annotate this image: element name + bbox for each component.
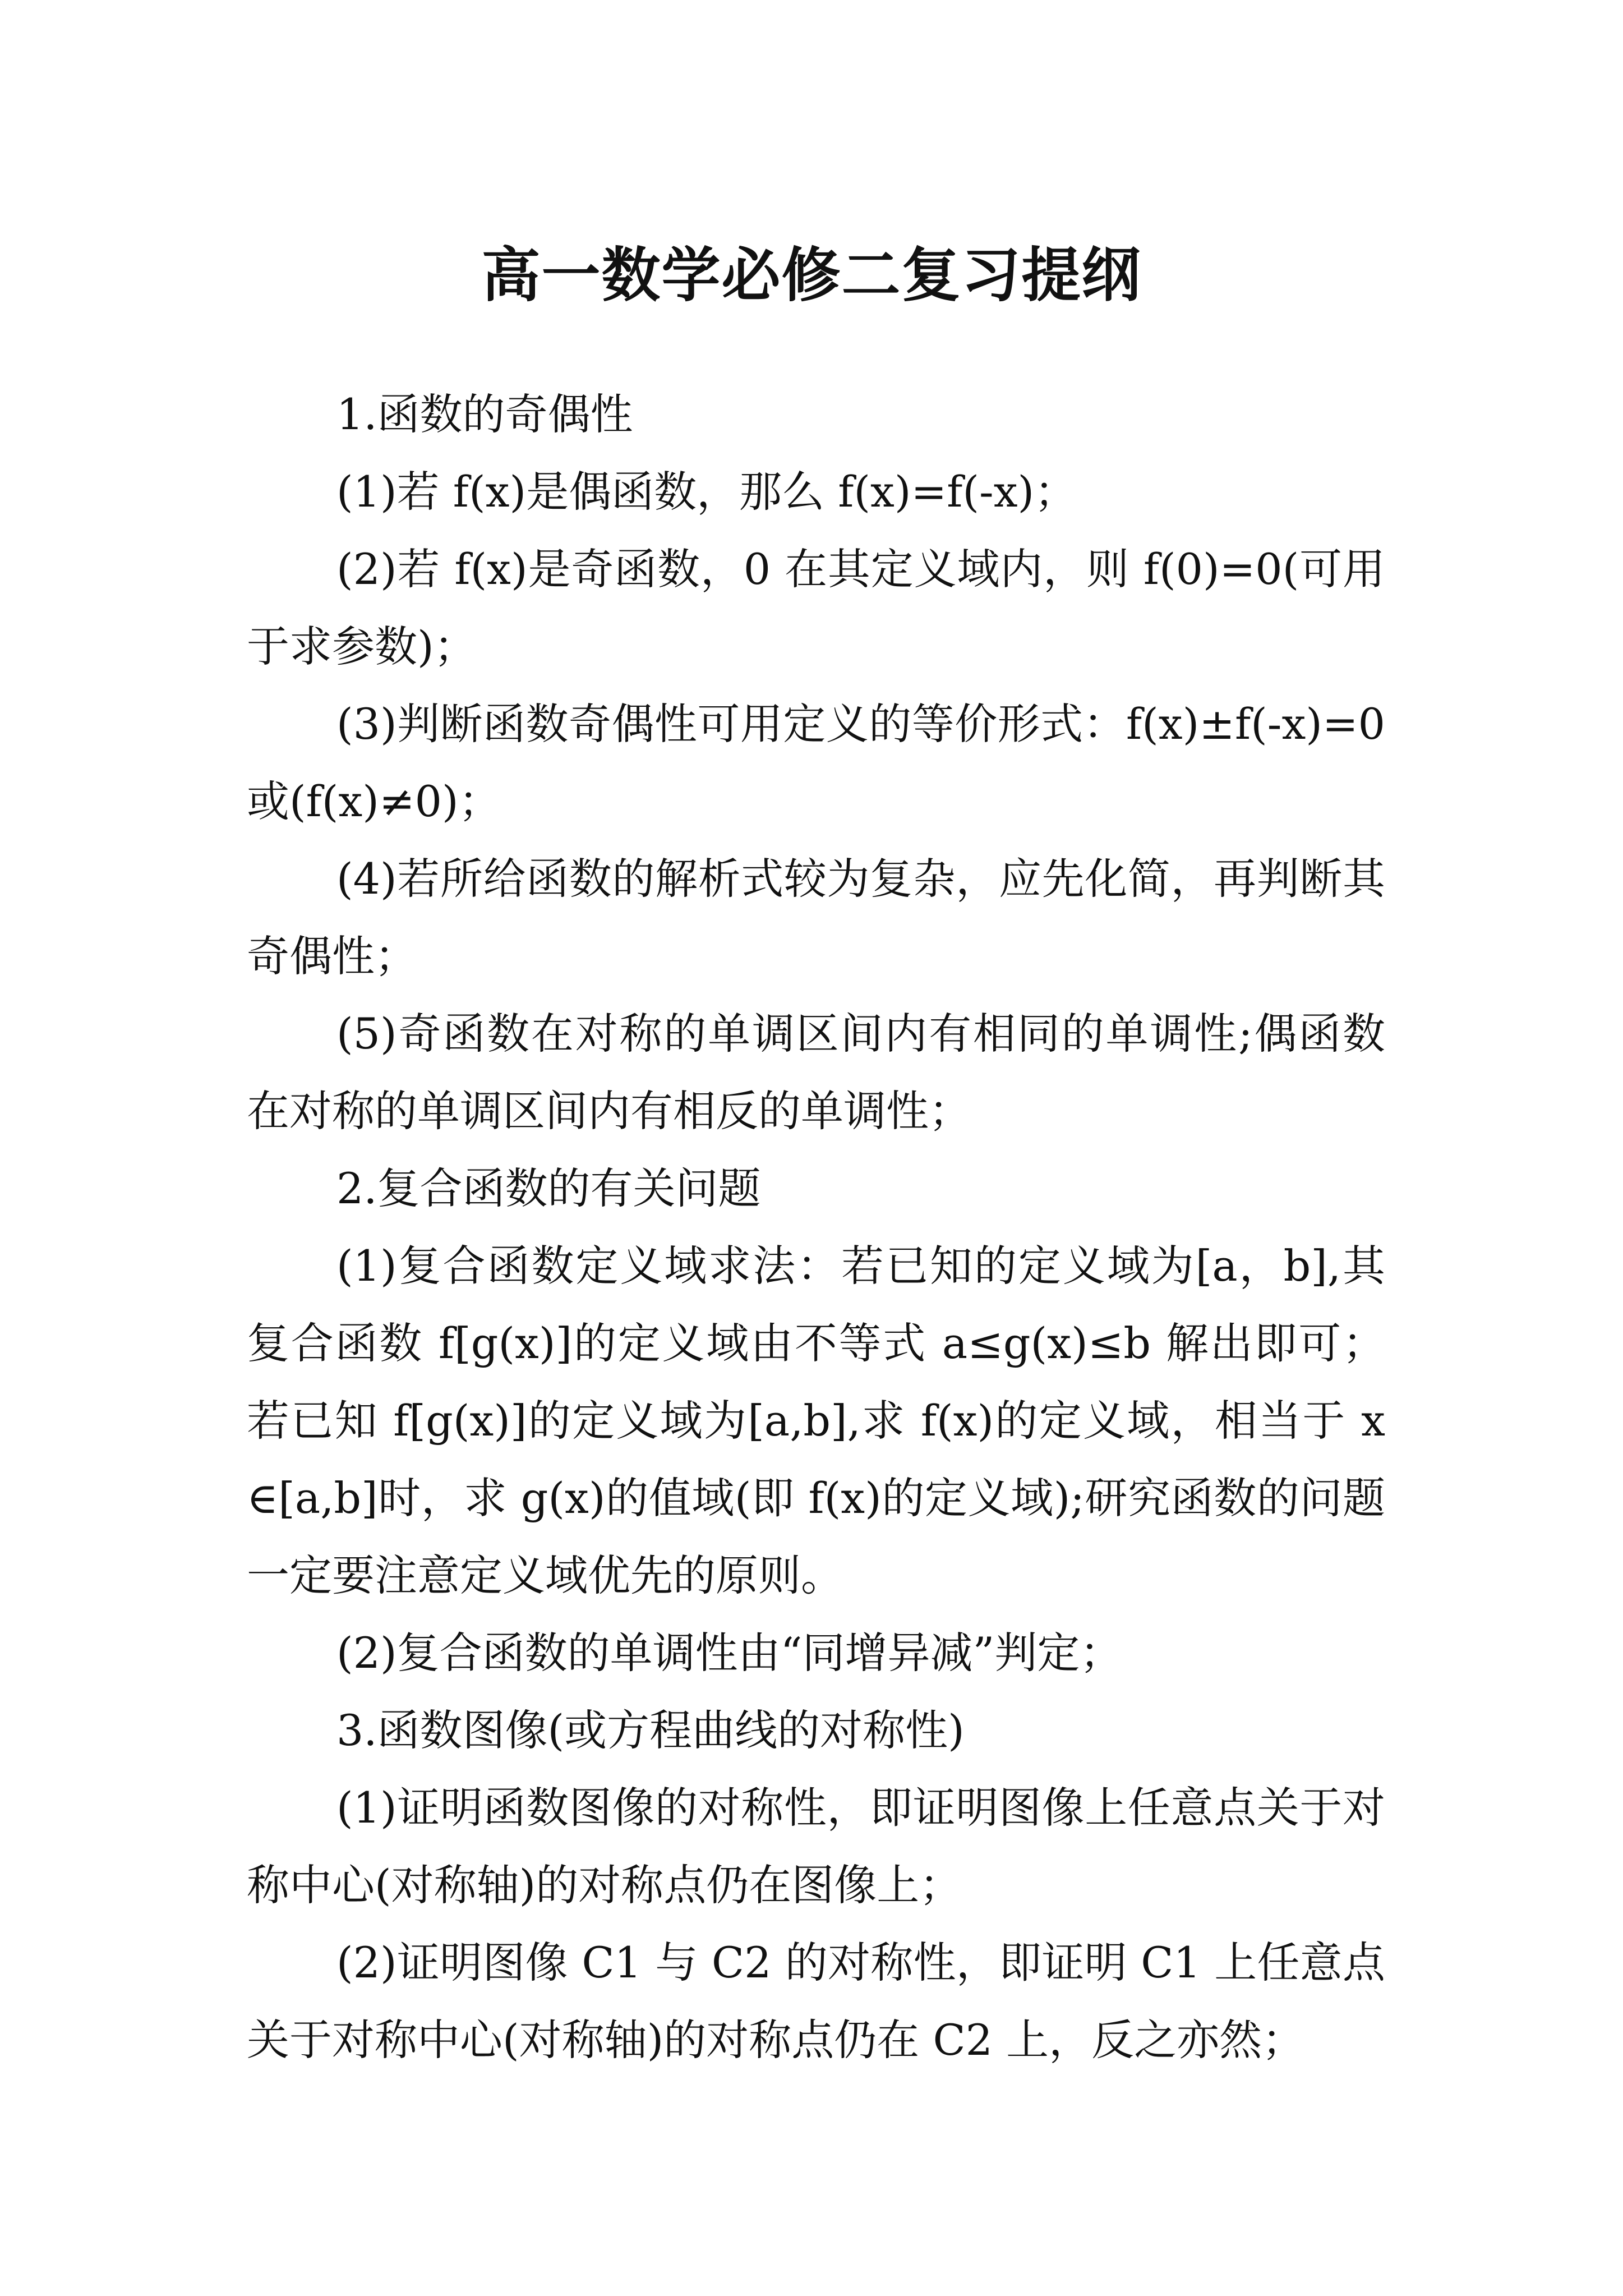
paragraph-7: (2)复合函数的单调性由“同增异减”判定；: [336, 1628, 1123, 1678]
paragraph-6: (1)复合函数定义域求法：若已知的定义域为[a，b],其复合函数 f[g(x)]的定义域由不等式 a≤g(x)≤b 解出即可；若已知 f[g(x)]的定义域为[a,b],求 f(x)的定义域，相当于 x∈[a,b]时，求 g(x)的值域(即 f(x)的定义域);研究函数的问题一定要注意定义域优先的原则。: [247, 1241, 1385, 1600]
paragraph-2: (2)若 f(x)是奇函数，0 在其定义域内，则 f(0)=0(可用于求参数)；: [247, 544, 1385, 671]
section-heading-3: 3.函数图像(或方程曲线的对称性): [336, 1705, 965, 1755]
section-heading-1: 1.函数的奇偶性: [336, 389, 633, 439]
document-title: 高一数学必修二复习提纲: [481, 240, 1142, 310]
paragraph-1: (1)若 f(x)是偶函数，那么 f(x)=f(-x)；: [336, 467, 1077, 517]
section-heading-2: 2.复合函数的有关问题: [336, 1163, 761, 1213]
document-body: [247, 376, 1385, 2079]
paragraph-9: (2)证明图像 C1 与 C2 的对称性，即证明 C1 上任意点关于对称中心(对称轴)的对称点仍在 C2 上，反之亦然；: [247, 1938, 1385, 2065]
paragraph-3: (3)判断函数奇偶性可用定义的等价形式：f(x)±f(-x)=0 或(f(x)≠0)；: [247, 699, 1385, 826]
paragraph-5: (5)奇函数在对称的单调区间内有相同的单调性;偶函数在对称的单调区间内有相反的单调性；: [247, 1009, 1385, 1136]
paragraph-8: (1)证明函数图像的对称性，即证明图像上任意点关于对称中心(对称轴)的对称点仍在图像上；: [247, 1783, 1385, 1910]
paragraph-4: (4)若所给函数的解析式较为复杂，应先化简，再判断其奇偶性；: [247, 854, 1385, 981]
